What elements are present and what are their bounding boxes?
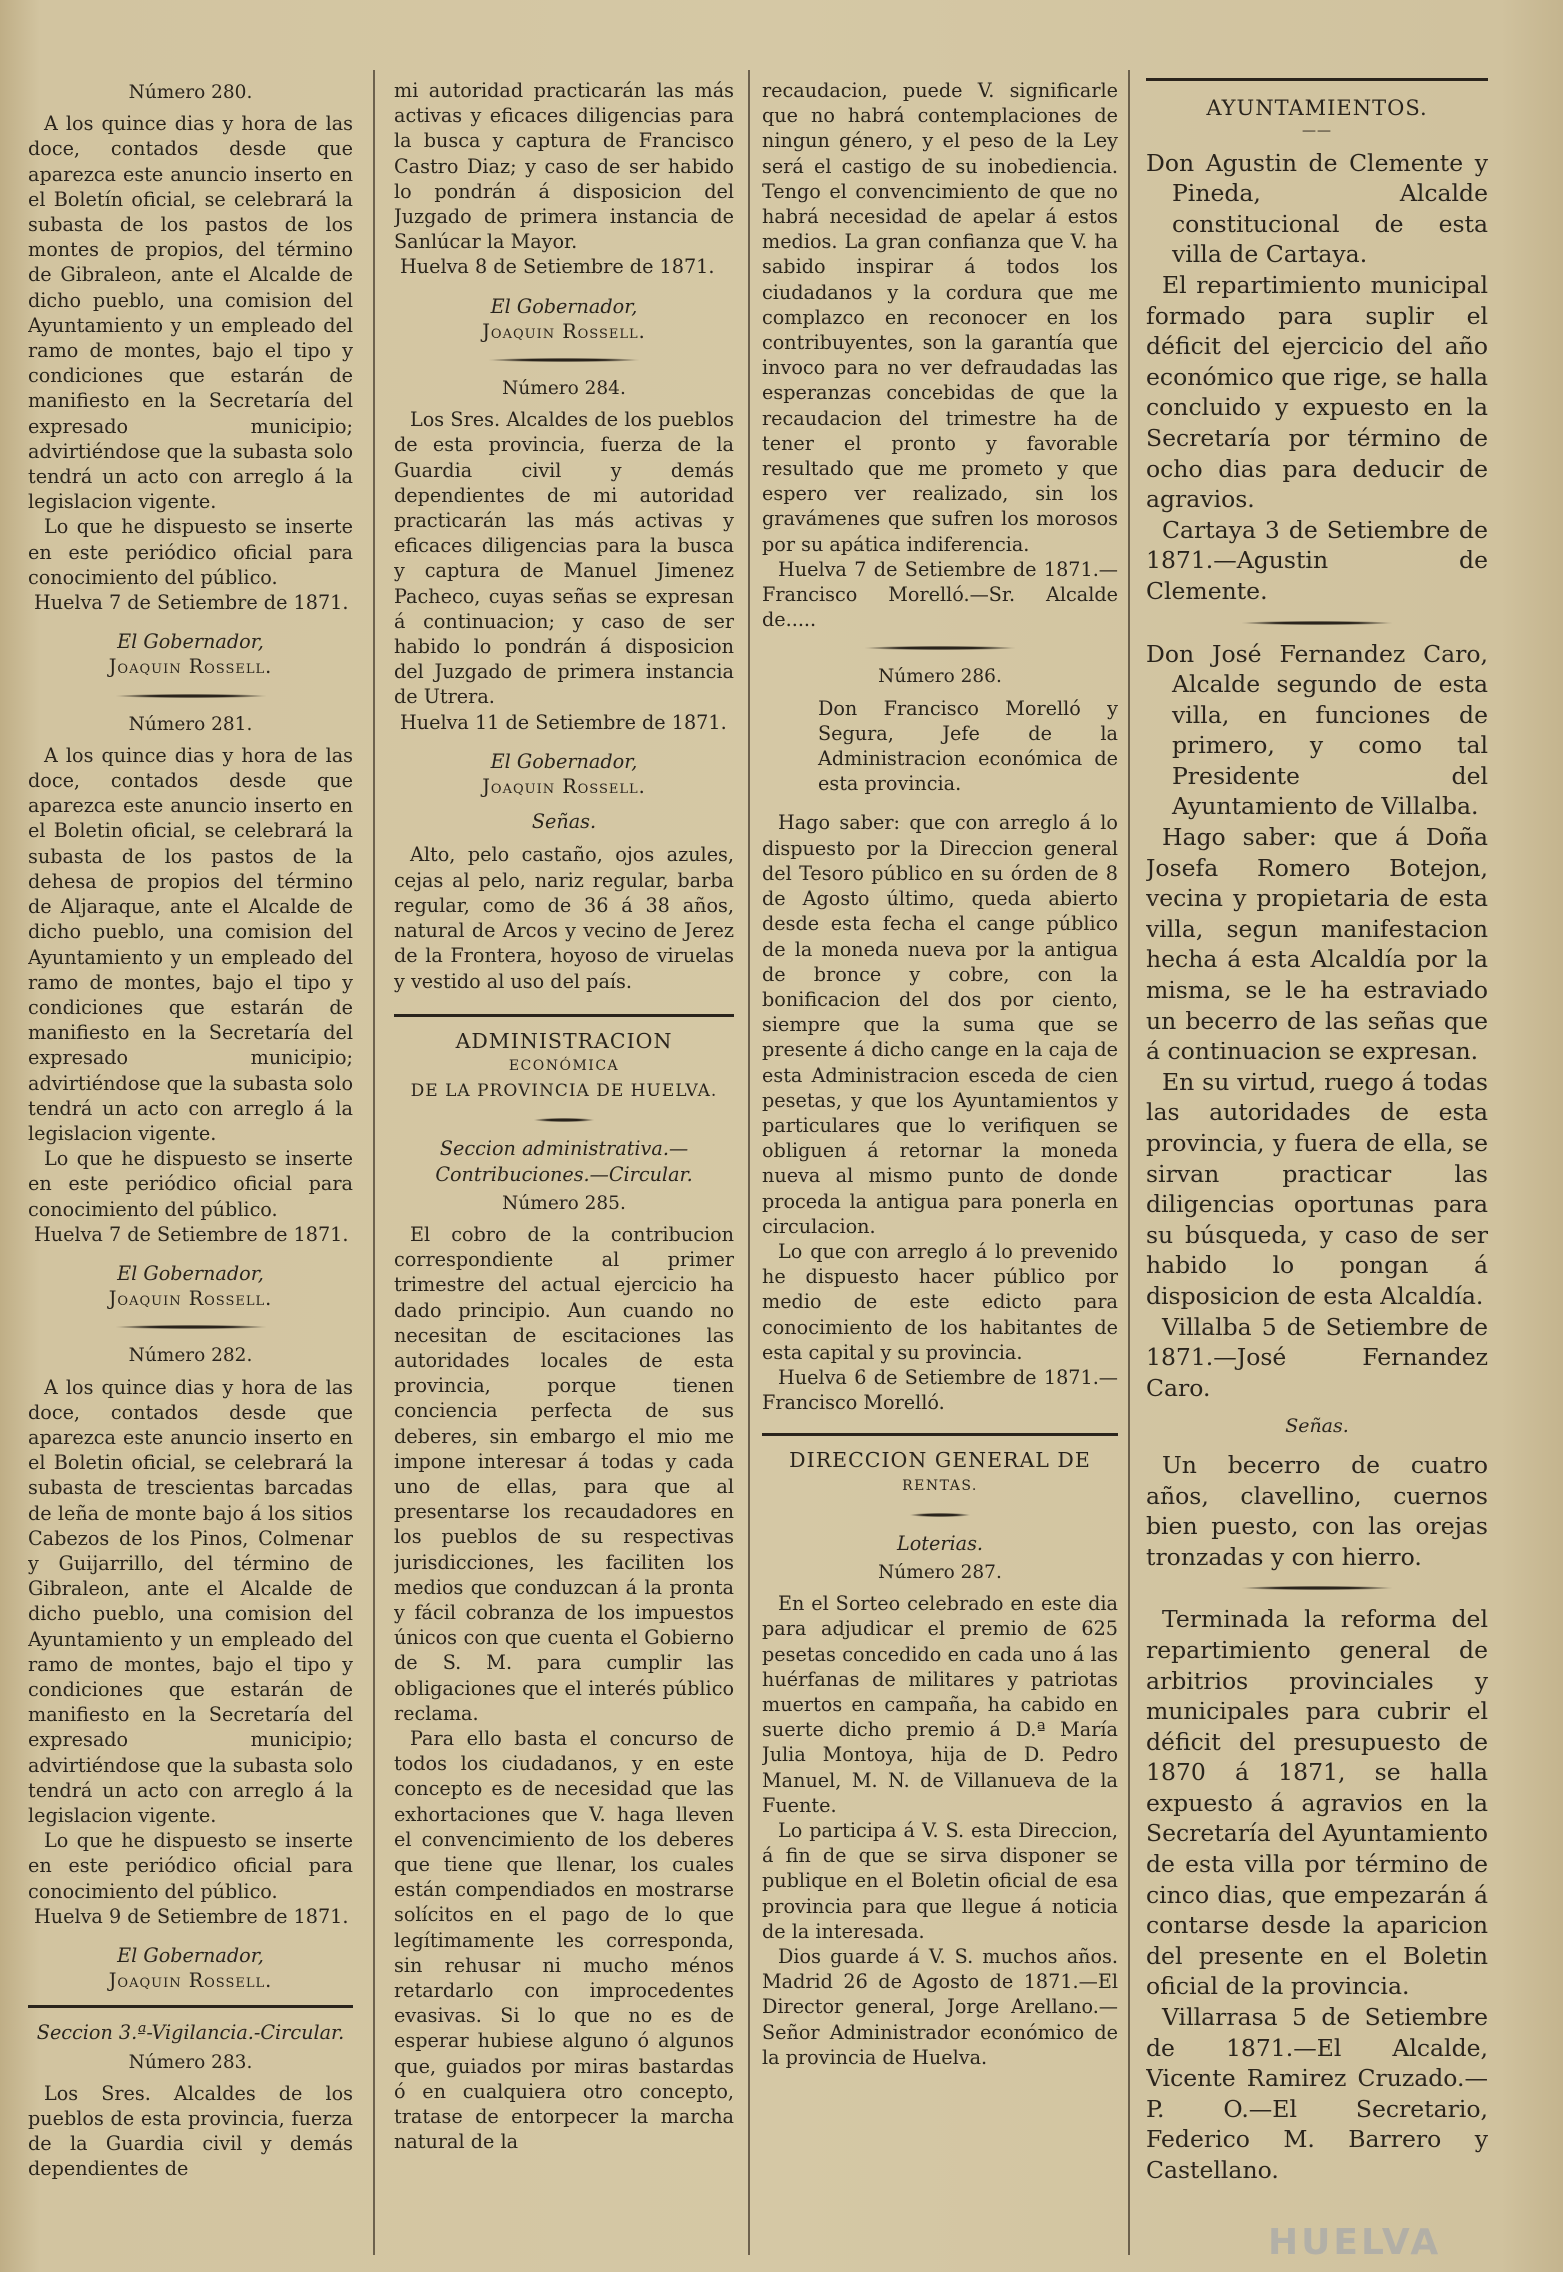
signatory-role: El Gobernador, xyxy=(117,630,264,654)
notice-number: Número 285. xyxy=(502,1192,626,1214)
notice-heading: Don José Fernandez Caro, Alcalde segundo de esta villa, en funciones de primero, y como tal Presidente del Ayuntamiento de Villalba. xyxy=(1146,639,1488,821)
signatory-role: El Gobernador, xyxy=(117,1261,264,1285)
column-3 xyxy=(762,78,1118,2258)
section-heading: Seccion 3.ª-Vigilancia.-Circular. xyxy=(36,2021,345,2045)
notice-date: Huelva 7 de Setiembre de 1871. xyxy=(34,591,349,615)
notice-paragraph: Terminada la reforma del repartimiento general de arbitrios provinciales y municipales para cubrir el déficit del presupuesto de 1870 á 1871, se halla expuesto á agravios en la Secretaría del Ayuntamiento de esta villa por término de cinco dias, que empezarán á contarse desde la aparicion del presente en el Boletin oficial de la provincia. xyxy=(1146,1605,1488,2001)
notice-paragraph: En el Sorteo celebrado en este dia para adjudicar el premio de 625 pesetas concedido en cada uno á las huérfanas de militares y patriotas muertos en campaña, ha cabido en suerte dicho premio á D.ª María Julia Montoya, hija de D. Pedro Manuel, M. N. de Villanueva de la Fuente. xyxy=(762,1592,1118,1817)
notice-heading: Don Agustin de Clemente y Pineda, Alcalde constitucional de esta villa de Cartaya. xyxy=(1146,148,1488,269)
column-4 xyxy=(1146,78,1488,2258)
section-rule xyxy=(28,2005,353,2008)
signatory-role: El Gobernador, xyxy=(117,1944,264,1968)
section-heading: Seccion administrativa.—Contribuciones.—Circular. xyxy=(435,1137,693,1186)
separator xyxy=(910,1513,970,1517)
heading-dash: —— xyxy=(1302,122,1332,139)
notice-body: A los quince dias y hora de las doce, contados desde que aparezca este anuncio inserto en el Boletin oficial, se celebrará la subasta de los pastos de la dehesa de propios del término de Aljaraque, ante el Alcalde de dicho pueblo, una comision del Ayuntamiento y un empleado del ramo de montes, bajo el tipo y condiciones que estarán de manifiesto en la Secretaría del expresado municipio; advirtiéndose que la subasta solo tendrá un acto con arreglo á la legislacion vigente. xyxy=(28,743,353,1145)
notice-body: Los Sres. Alcaldes de los pueblos de esta provincia, fuerza de la Guardia civil y demás dependientes de mi autoridad practicarán las más activas y eficaces diligencias para la busca y captura de Manuel Jimenez Pacheco, cuyas señas se expresan á continuacion; y caso de ser habido lo pondrán á disposicion del Juzgado de primera instancia de Utrera. xyxy=(394,408,734,709)
notice-date: Huelva 11 de Setiembre de 1871. xyxy=(400,710,727,734)
notice-body: A los quince dias y hora de las doce, contados desde que aparezca este anuncio inserto en el Boletín oficial, se celebrará la subasta de los pastos de los montes de propios, del término de Gibraleon, ante el Alcalde de dicho pueblo, una comision del Ayuntamiento y un empleado del ramo de montes, bajo el tipo y condiciones que estarán de manifiesto en la Secretaría del expresado municipio; advirtiéndose que la subasta solo tendrá un acto con arreglo á la legislacion vigente. xyxy=(28,112,353,514)
notice-body: Los Sres. Alcaldes de los pueblos de esta provincia, fuerza de la Guardia civil y demás dependientes de xyxy=(28,2081,353,2181)
notice-date: Cartaya 3 de Setiembre de 1871.—Agustin de Clemente. xyxy=(1146,515,1488,605)
direccion-subheading: RENTAS. xyxy=(902,1477,978,1494)
notice-paragraph: Para ello basta el concurso de todos los ciudadanos, y en este concepto es de necesidad que las exhortaciones que V. haga lleven el convencimiento de los deberes que tiene que llenar, los cuales están compendiados en mostrarse solícitos en el pago de lo que legítimamente les corresponda, sin rehusar ni mucho ménos retardarlo con improcedentes evasivas. Si lo que no es de esperar hubiese alguno ó algunos que, guiados por miras bastardas ó en cualquiera otro concepto, tratase de entorpecer la marcha natural de la xyxy=(394,1726,734,2154)
notice-paragraph: Lo que con arreglo á lo prevenido he dispuesto hacer público por medio de este edicto para conocimiento de los habitantes de esta capital y su provincia. xyxy=(762,1239,1118,1364)
notice-date: Villalba 5 de Setiembre de 1871.—José Fernandez Caro. xyxy=(1146,1312,1488,1402)
notice-date: Huelva 7 de Setiembre de 1871.—Francisco Morelló.—Sr. Alcalde de..... xyxy=(762,557,1118,632)
admin-subheading: ECONÓMICA xyxy=(508,1057,620,1074)
senas-heading: Señas. xyxy=(531,810,597,834)
notice-number: Número 281. xyxy=(128,713,253,735)
notice-paragraph: Hago saber: que á Doña Josefa Romero Botejon, vecina y propietaria de esta villa, segun manifestacion hecha á esta Alcaldía por la misma, se le ha estraviado un becerro de las señas que á continuacion se expresan. xyxy=(1146,823,1488,1066)
notice-date: Huelva 8 de Setiembre de 1871. xyxy=(400,255,715,279)
column-rule xyxy=(748,70,750,2255)
senas-body: Un becerro de cuatro años, clavellino, cuernos bien puesto, con las orejas tronzadas y con hierro. xyxy=(1146,1450,1488,1571)
signatory-name: Joaquin Rossell. xyxy=(482,319,646,343)
notice-date: Huelva 9 de Setiembre de 1871. xyxy=(34,1904,349,1928)
notice-paragraph: El repartimiento municipal formado para suplir el déficit del ejercicio del año económico que rige, se halla concluido y expuesto en la Secretaría por término de ocho dias para deducir de agravios. xyxy=(1146,270,1488,514)
senas-heading: Señas. xyxy=(1285,1415,1349,1438)
notice-number: Número 286. xyxy=(878,666,1002,688)
signatory-name: Joaquin Rossell. xyxy=(482,775,646,799)
notice-order: Lo que he dispuesto se inserte en este periódico oficial para conocimiento del público. xyxy=(28,515,353,589)
notice-date: Huelva 7 de Setiembre de 1871. xyxy=(34,1222,349,1246)
ayuntamientos-heading: AYUNTAMIENTOS. xyxy=(1206,96,1428,120)
notice-body-continued: mi autoridad practicarán las más activas y eficaces diligencias para la busca y captura de Francisco Castro Diaz; y caso de ser habido lo pondrán á disposicion del Juzgado de primera instancia de Sanlúcar la Mayor. xyxy=(394,79,734,254)
section-rule xyxy=(762,1433,1118,1436)
signatory-role: El Gobernador, xyxy=(490,749,638,773)
admin-heading: ADMINISTRACION xyxy=(455,1028,673,1053)
separator xyxy=(534,1118,594,1122)
separator xyxy=(116,694,266,698)
signatory-name: Joaquin Rossell. xyxy=(108,655,273,679)
column-2 xyxy=(394,78,734,2258)
notice-body-continued: recaudacion, puede V. significarle que no habrá contemplaciones de ningun género, y el peso de la Ley será el castigo de su inobediencia. Tengo el convencimiento de que no habrá necesidad de apelar á estos medios. La gran confianza que V. ha sabido inspirar á todos los ciudadanos y la cordura que me complazco en reconocer en los contribuyentes, son la garantía que invoco para no ver defraudadas las esperanzas concebidas de que la recaudacion del trimestre ha de tener el pronto y favorable resultado que me prometo y que espero ver realizado, sin los gravámenes que sufren los morosos por su apática indiferencia. xyxy=(762,79,1118,556)
notice-number: Número 283. xyxy=(128,2051,253,2073)
notice-paragraph: Dios guarde á V. S. muchos años. Madrid 26 de Agosto de 1871.—El Director general, Jorge Arellano.—Señor Administrador económico de la provincia de Huelva. xyxy=(762,1945,1118,2069)
signatory-role: El Gobernador, xyxy=(490,294,638,318)
column-rule xyxy=(1128,70,1130,2255)
archive-watermark: HUELVA xyxy=(1268,2222,1442,2263)
signatory-name: Joaquin Rossell. xyxy=(108,1969,273,1993)
notice-paragraph: Hago saber: que con arreglo á lo dispuesto por la Direccion general del Tesoro público en su órden de 8 de Agosto último, queda abierto desde esta fecha el cange público de la moneda nueva por la antigua de bronce y cobre, con la bonificacion del dos por ciento, siempre que la suma que se presente á dicho cange en la caja de esta Administracion esceda de cien pesetas, y que los Ayuntamientos y particulares que lo verifiquen se obliguen á retornar la moneda nueva al mismo punto de donde proceda la antigua para ponerla en circulacion. xyxy=(762,811,1118,1238)
notice-date: Villarrasa 5 de Setiembre de 1871.—El Alcalde, Vicente Ramirez Cruzado.—P. O.—El Secretario, Federico M. Barrero y Castellano. xyxy=(1146,2003,1488,2184)
separator xyxy=(1242,621,1392,625)
signatory-name: Joaquin Rossell. xyxy=(108,1287,273,1311)
separator xyxy=(1242,1586,1392,1590)
senas-body: Alto, pelo castaño, ojos azules, cejas al pelo, nariz regular, barba regular, como de 36 á 38 años, natural de Arcos y vecino de Jerez de la Frontera, hoyoso de viruelas y vestido al uso del país. xyxy=(394,843,734,993)
section-heading: Loterias. xyxy=(896,1531,984,1555)
separator xyxy=(865,646,1015,650)
notice-number: Número 284. xyxy=(502,378,626,400)
notice-number: Número 287. xyxy=(878,1561,1002,1583)
admin-province: DE LA PROVINCIA DE HUELVA. xyxy=(410,1081,718,1102)
notice-order: Lo que he dispuesto se inserte en este periódico oficial para conocimiento del público. xyxy=(28,1829,353,1903)
notice-number: Número 282. xyxy=(128,1345,253,1367)
direccion-heading: DIRECCION GENERAL DE xyxy=(789,1448,1091,1473)
notice-paragraph: Lo participa á V. S. esta Direccion, á fin de que se sirva disponer se publique en el Boletin oficial de esa provincia para que llegue á noticia de la interesada. xyxy=(762,1819,1118,1943)
notice-body: A los quince dias y hora de las doce, contados desde que aparezca este anuncio inserto en el Boletin oficial, se celebrará la subasta de trescientas barcadas de leña de monte bajo á los sitios Cabezos de los Pinos, Colmenar y Guijarrillo, del término de Gibraleon, ante el Alcalde de dicho pueblo, una comision del Ayuntamiento y un empleado del ramo de montes, bajo el tipo y condiciones que estarán de manifiesto en la Secretaría del expresado municipio; advirtiéndose que la subasta solo tendrá un acto con arreglo á la legislacion vigente. xyxy=(28,1375,353,1827)
notice-paragraph: En su virtud, ruego á todas las autoridades de esta provincia, y fuera de ella, se sirvan practicar las diligencias oportunas para su búsqueda, y caso de ser habido lo pongan á disposicion de esta Alcaldía. xyxy=(1146,1067,1488,1310)
separator xyxy=(489,358,639,362)
notice-paragraph: El cobro de la contribucion correspondiente al primer trimestre del actual ejercicio ha dado principio. Aun cuando no necesitan de escitaciones las autoridades locales de esta provincia, porque tienen conciencia perfecta de sus deberes, sin embargo el mio me impone interesar á todas y cada uno de ellas, para que al presentarse los recaudadores en los pueblos de su respectivas jurisdicciones, les faciliten los medios que conduzcan á la pronta y fácil cobranza de los impuestos únicos con que cuenta el Gobierno de S. M. para cumplir las obligaciones que el interés público reclama. xyxy=(394,1222,734,1725)
column-rule xyxy=(373,70,375,2255)
column-1 xyxy=(28,78,353,2258)
section-rule xyxy=(394,1014,734,1017)
section-rule xyxy=(1146,78,1488,81)
notice-heading: Don Francisco Morelló y Segura, Jefe de la Administracion económica de esta provincia. xyxy=(818,696,1118,796)
notice-order: Lo que he dispuesto se inserte en este periódico oficial para conocimiento del público. xyxy=(28,1147,353,1221)
notice-date: Huelva 6 de Setiembre de 1871.—Francisco Morelló. xyxy=(762,1365,1118,1415)
separator xyxy=(116,1325,266,1329)
notice-number: Número 280. xyxy=(128,82,253,103)
